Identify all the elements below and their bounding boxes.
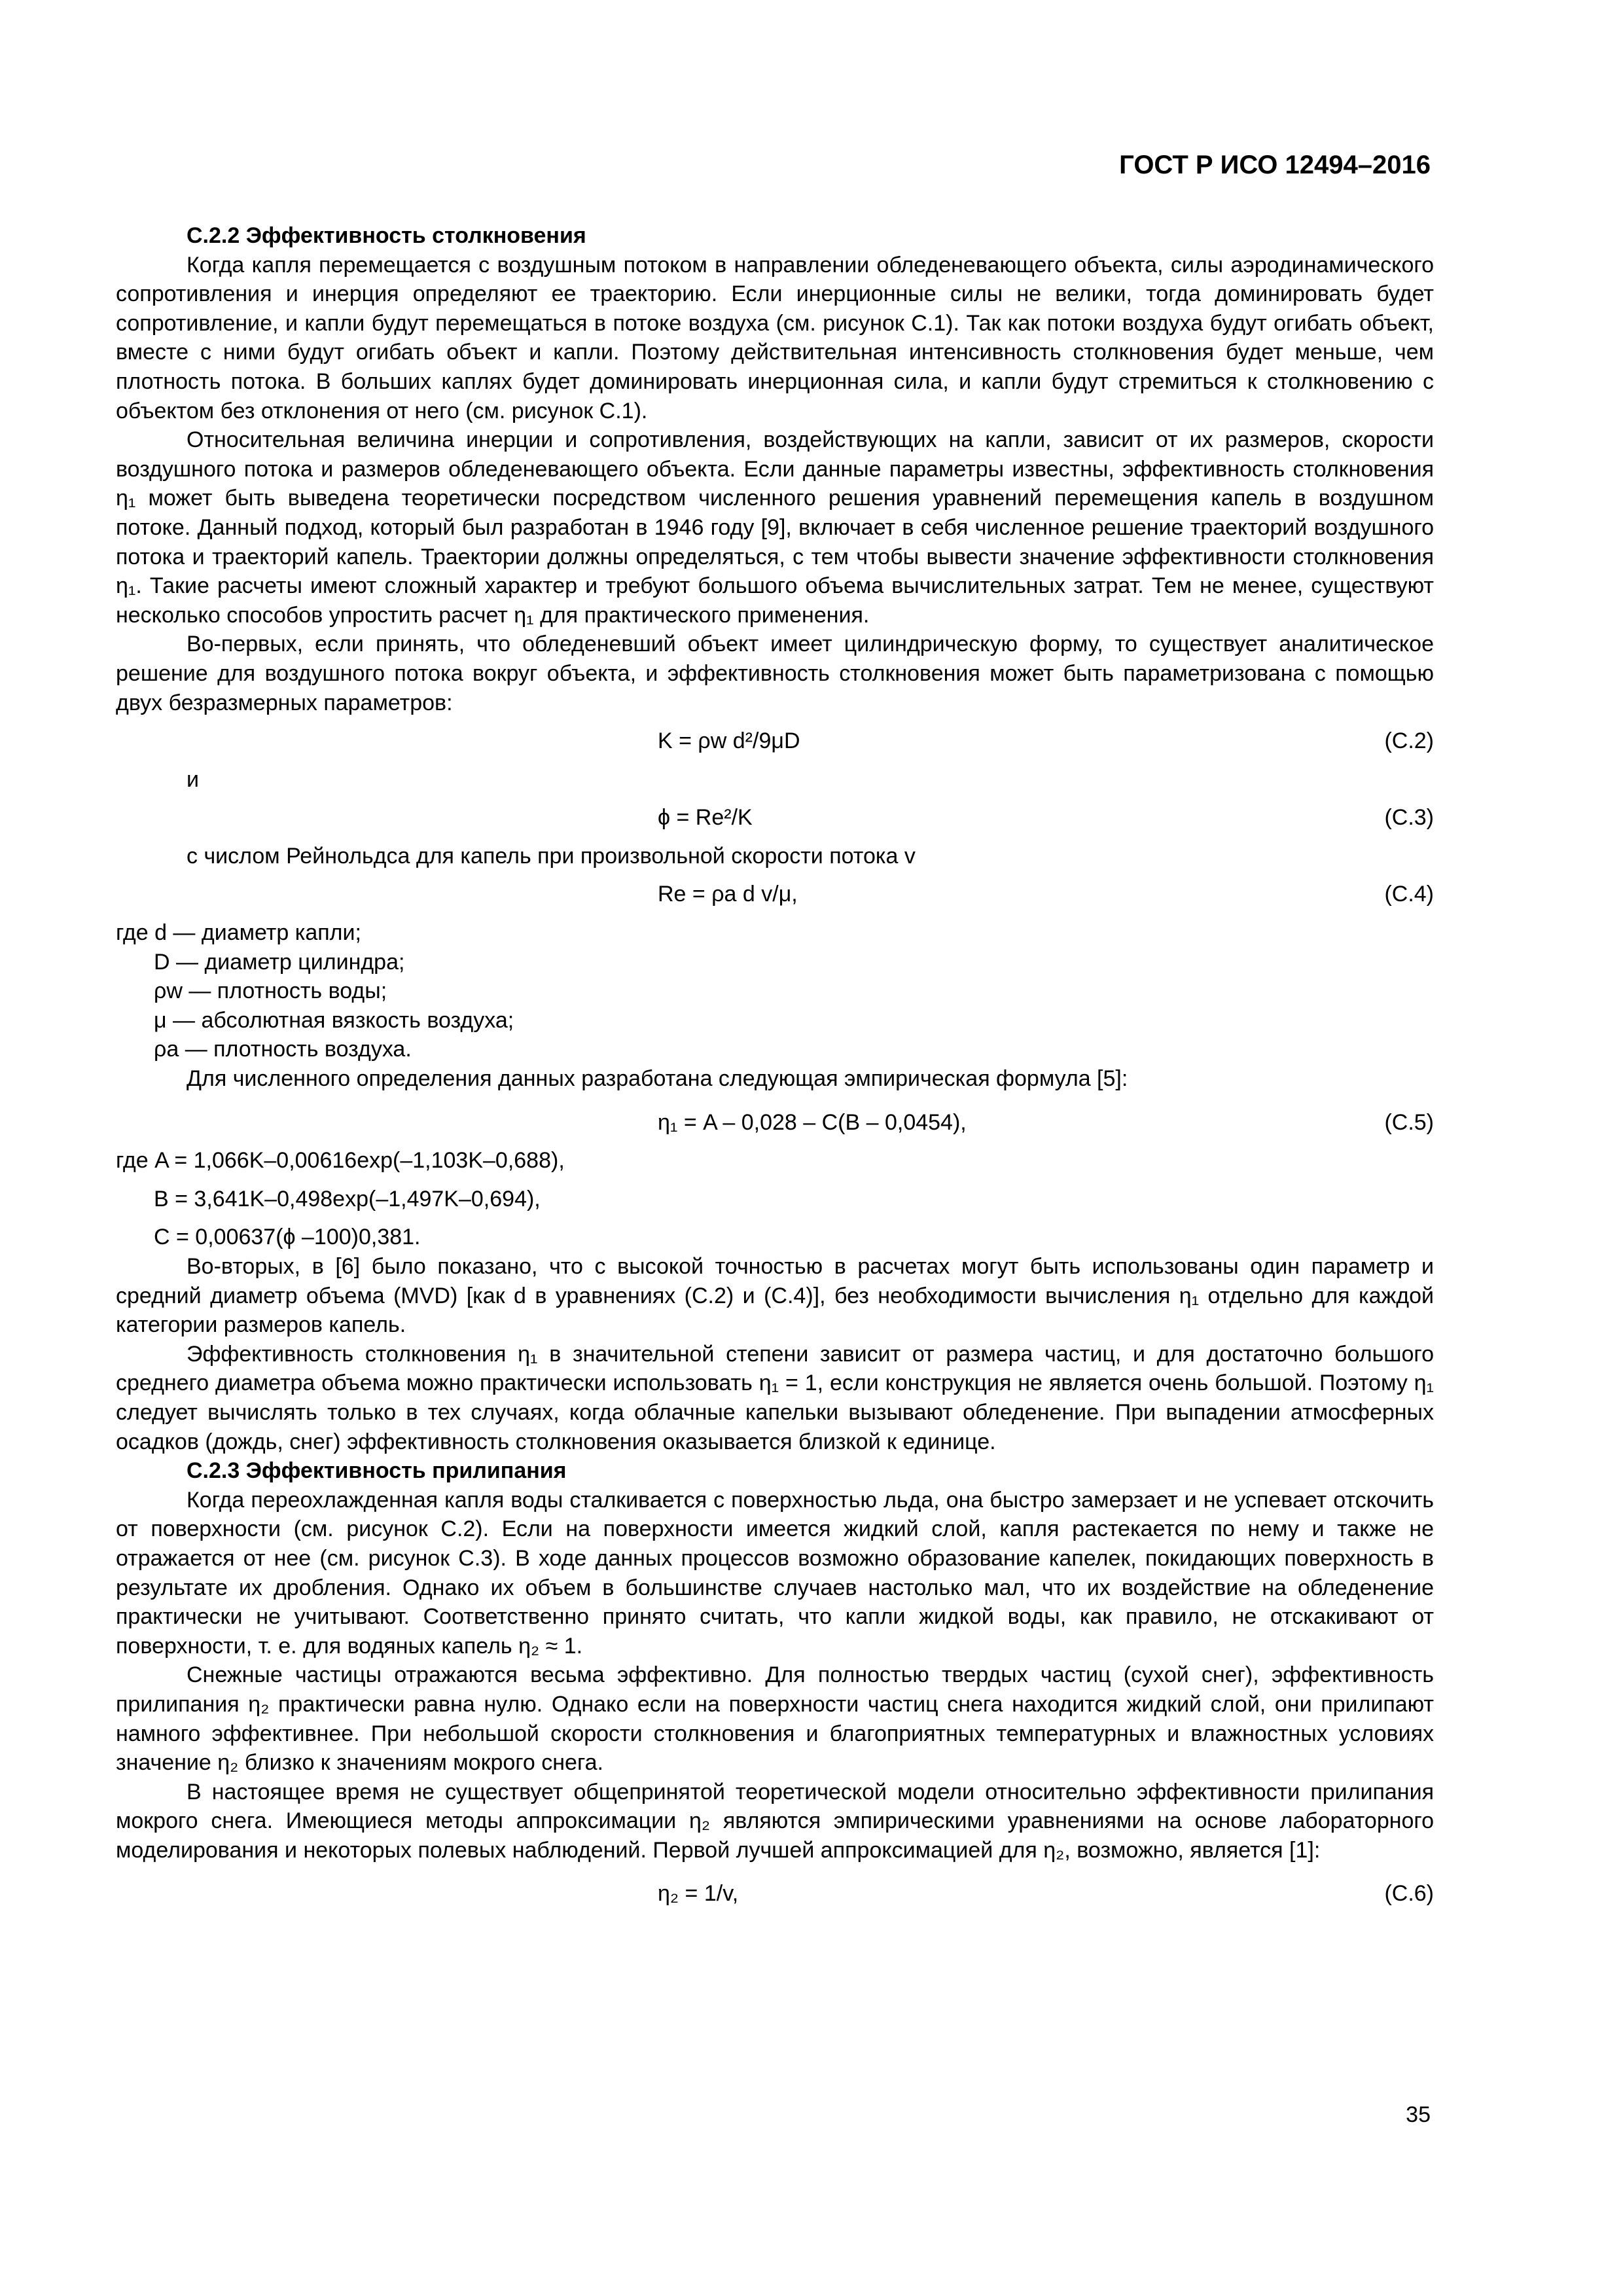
equation-number: (С.3) — [1384, 805, 1434, 831]
section-heading-c22: С.2.2 Эффективность столкновения — [187, 223, 586, 248]
equation-c2 — [116, 726, 1434, 756]
coefficient-c: C = 0,00637(ϕ –100)0,381. — [154, 1225, 421, 1250]
paragraph-c22-1: Когда капля перемещается с воздушным потоком в направлении обледеневающего объекта, силы аэродинамического сопротивления и инерция определяют ее траекторию. Если инерционные силы не велики, тогда доминировать будет сопротивление, и капли будут перемещаться в потоке воздуха (см. рисунок С.1). Так как потоки воздуха будут огибать объект, вместе с ними будут огибать объект и капли. Поэтому действительная интенсивность столкновения будет меньше, чем плотность потока. В больших каплях будет доминировать инерционная сила, и капли будут стремиться к столкновению с объектом без отклонения от него (см. рисунок С.1). — [116, 252, 1434, 423]
coefficient-a: где A = 1,066K–0,00616exp(–1,103K–0,688), — [116, 1148, 565, 1174]
section-heading-c23: С.2.3 Эффективность прилипания — [187, 1458, 567, 1484]
equation-c3 — [116, 803, 1434, 833]
paragraph-c23-3: В настоящее время не существует общепринятой теоретической модели относительно эффективности прилипания мокрого снега. Имеющиеся методы аппроксимации η₂ являются эмпирическими уравнениями на основе лабораторного моделирования и некоторых полевых наблюдений. Первой лучшей аппроксимацией для η₂, возможно, является [1]: — [116, 1779, 1434, 1863]
paragraph-c23-1: Когда переохлажденная капля воды сталкивается с поверхностью льда, она быстро замерзает и не успевает отскочить от поверхности (см. рисунок С.2). Если на поверхности имеется жидкий слой, капля растекается по нему и также не отражается от нее (см. рисунок С.3). В ходе данных процессов возможно образование капелек, покидающих поверхность в результате их дробления. Однако их объем в большинстве случаев настолько мал, что их воздействие на обледенение практически не учитывают. Соответственно принято считать, что капли жидкой воды, как правило, не отскакивают от поверхности, т. е. для водяных капель η₂ ≈ 1. — [116, 1487, 1434, 1659]
standard-header: ГОСТ Р ИСО 12494–2016 — [1119, 151, 1431, 179]
conjunction-and: и — [187, 766, 199, 792]
paragraph-c22-3: Во-первых, если принять, что обледеневший объект имеет цилиндрическую форму, то существует аналитическое решение для воздушного потока вокруг объекта, и эффективность столкновения может быть параметризована с помощью двух безразмерных параметров: — [116, 632, 1434, 715]
where-item: D — диаметр цилиндра; — [154, 949, 405, 975]
paragraph-c23-2: Снежные частицы отражаются весьма эффективно. Для полностью твердых частиц (сухой снег), эффективность прилипания η₂ практически равна нулю. Однако если на поверхности частиц снега находится жидкий слой, они прилипают намного эффективнее. При небольшой скорости столкновения и благоприятных температурных и влажностных условиях значение η₂ близко к значениям мокрого снега. — [116, 1662, 1434, 1776]
equation-c6 — [116, 1879, 1434, 1909]
where-item: ρa — плотность воздуха. — [154, 1037, 412, 1062]
where-item: ρw — плотность воды; — [154, 978, 387, 1004]
page-body — [116, 221, 1434, 1909]
equation-number: (С.2) — [1384, 728, 1434, 754]
equation-formula: Re = ρa d v/μ, — [658, 882, 798, 907]
equation-number: (С.5) — [1384, 1109, 1434, 1135]
reynolds-intro: с числом Рейнольдса для капель при произвольной скорости потока v — [187, 843, 916, 869]
where-item: где d — диаметр капли; — [116, 920, 361, 946]
equation-formula: η₁ = A – 0,028 – C(B – 0,0454), — [658, 1109, 967, 1135]
equation-formula: K = ρw d²/9μD — [658, 728, 800, 754]
paragraph-c22-4: Во-вторых, в [6] было показано, что с высокой точностью в расчетах могут быть использованы один параметр и средний диаметр объема (MVD) [как d в уравнениях (С.2) и (С.4)], без необходимости вычисления η₁ отдельно для каждой категории размеров капель. — [116, 1254, 1434, 1338]
page-number: 35 — [1406, 2102, 1431, 2127]
paragraph-c22-5: Эффективность столкновения η₁ в значительной степени зависит от размера частиц, и для достаточно большого среднего диаметра объема можно практически использовать η₁ = 1, если конструкция не является очень большой. Поэтому η₁ следует вычислять только в тех случаях, когда облачные капельки вызывают обледенение. При выпадении атмосферных осадков (дождь, снег) эффективность столкновения оказывается близкой к единице. — [116, 1341, 1434, 1454]
where-item: μ — абсолютная вязкость воздуха; — [154, 1007, 514, 1033]
equation-number: (С.6) — [1384, 1881, 1434, 1907]
coefficient-b: B = 3,641K–0,498exp(–1,497K–0,694), — [154, 1186, 541, 1211]
empirical-intro: Для численного определения данных разработана следующая эмпирическая формула [5]: — [187, 1066, 1128, 1092]
equation-formula: ϕ = Re²/K — [658, 805, 753, 831]
equation-c5 — [116, 1108, 1434, 1138]
paragraph-c22-2: Относительная величина инерции и сопротивления, воздействующих на капли, зависит от их размеров, скорости воздушного потока и размеров обледеневающего объекта. Если данные параметры известны, эффективность столкновения η₁ может быть выведена теоретически посредством численного решения уравнений перемещения капель в воздушном потоке. Данный подход, который был разработан в 1946 году [9], включает в себя численное решение траекторий воздушного потока и траекторий капель. Траектории должны определяться, с тем чтобы вывести значение эффективности столкновения η₁. Такие расчеты имеют сложный характер и требуют большого объема вычислительных затрат. Тем не менее, существуют несколько способов упростить расчет η₁ для практического применения. — [116, 427, 1434, 628]
equation-number: (С.4) — [1384, 882, 1434, 907]
equation-c4 — [116, 880, 1434, 909]
equation-formula: η₂ = 1/v, — [658, 1881, 739, 1907]
